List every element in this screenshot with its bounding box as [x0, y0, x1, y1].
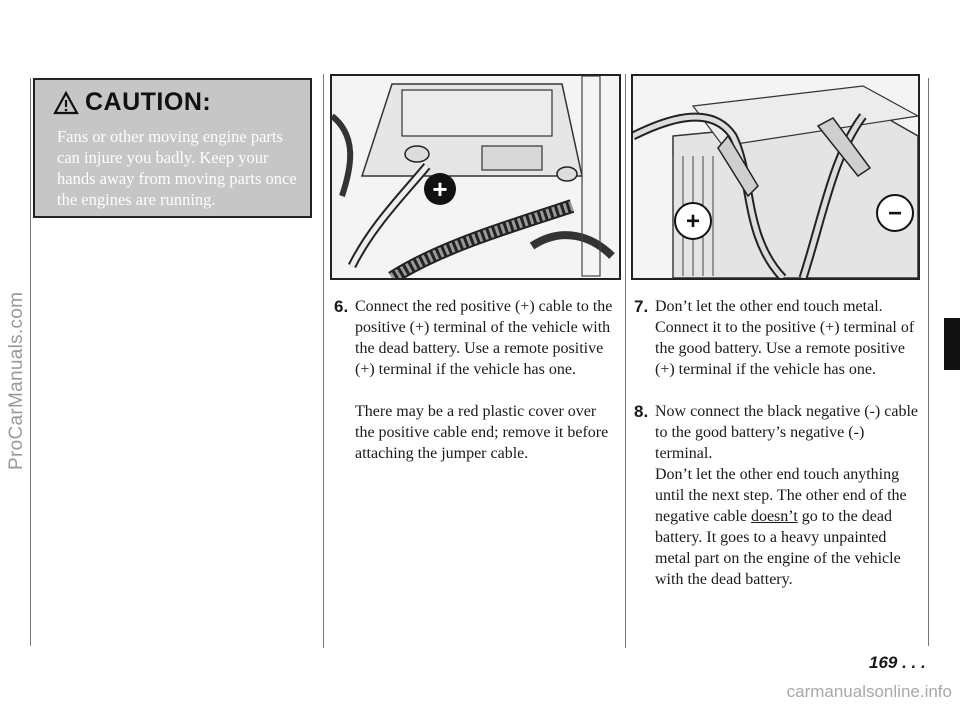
note-negative-cable — [655, 464, 920, 590]
step-6-text: Connect the red positive (+) cable to the positive (+) terminal of the vehicle with the dead battery. Use a remote positive (+) terminal if the vehicle has one. — [355, 298, 613, 378]
bottom-watermark: carmanualsonline.info — [786, 682, 952, 701]
good-battery-illustration — [633, 76, 918, 278]
caution-title: CAUTION: — [85, 88, 212, 116]
column-divider-right — [625, 74, 626, 648]
caution-heading — [53, 88, 211, 117]
note-negative-cable-emphasis: doesn’t — [750, 508, 798, 525]
column-divider-left — [30, 78, 31, 646]
step-7-text: Don’t let the other end touch metal. Connect it to the positive (+) terminal of the good battery. Use a remote positive (+) terminal if the vehicle has one. — [655, 298, 915, 378]
figure-dead-battery-connection — [330, 74, 621, 280]
page-number: 169 . . . — [869, 653, 926, 672]
negative-terminal-label: − — [887, 200, 903, 227]
caution-box — [33, 78, 312, 218]
positive-terminal-label: + — [685, 208, 701, 235]
caution-body: Fans or other moving engine parts can injure you badly. Keep your hands away from moving parts once the engines are running. — [57, 127, 297, 209]
figure-good-battery-connection — [631, 74, 920, 280]
warning-triangle-icon — [53, 91, 79, 115]
note-negative-cable-part1: Don’t let the other end touch anything until the next step. The other end of the negative cable — [655, 466, 907, 525]
step-7-number: 7. — [634, 297, 649, 316]
note-negative-cable-part2: go to the dead battery. It goes to a heavy unpainted metal part on the engine of the vehicle with the dead battery. — [655, 508, 901, 588]
column-divider-outer — [928, 78, 929, 646]
section-edge-tab — [944, 318, 960, 370]
step-8-number: 8. — [634, 402, 649, 421]
note-red-cover: There may be a red plastic cover over the positive cable end; remove it before attaching the jumper cable. — [355, 403, 609, 462]
dead-battery-illustration — [332, 76, 619, 278]
step-6-number: 6. — [334, 297, 349, 316]
column-divider-center — [323, 74, 324, 648]
side-watermark: ProCarManuals.com — [6, 291, 27, 470]
step-8-text: Now connect the black negative (-) cable to the good battery’s negative (-) terminal. — [655, 403, 918, 462]
positive-terminal-label: + — [432, 174, 448, 204]
